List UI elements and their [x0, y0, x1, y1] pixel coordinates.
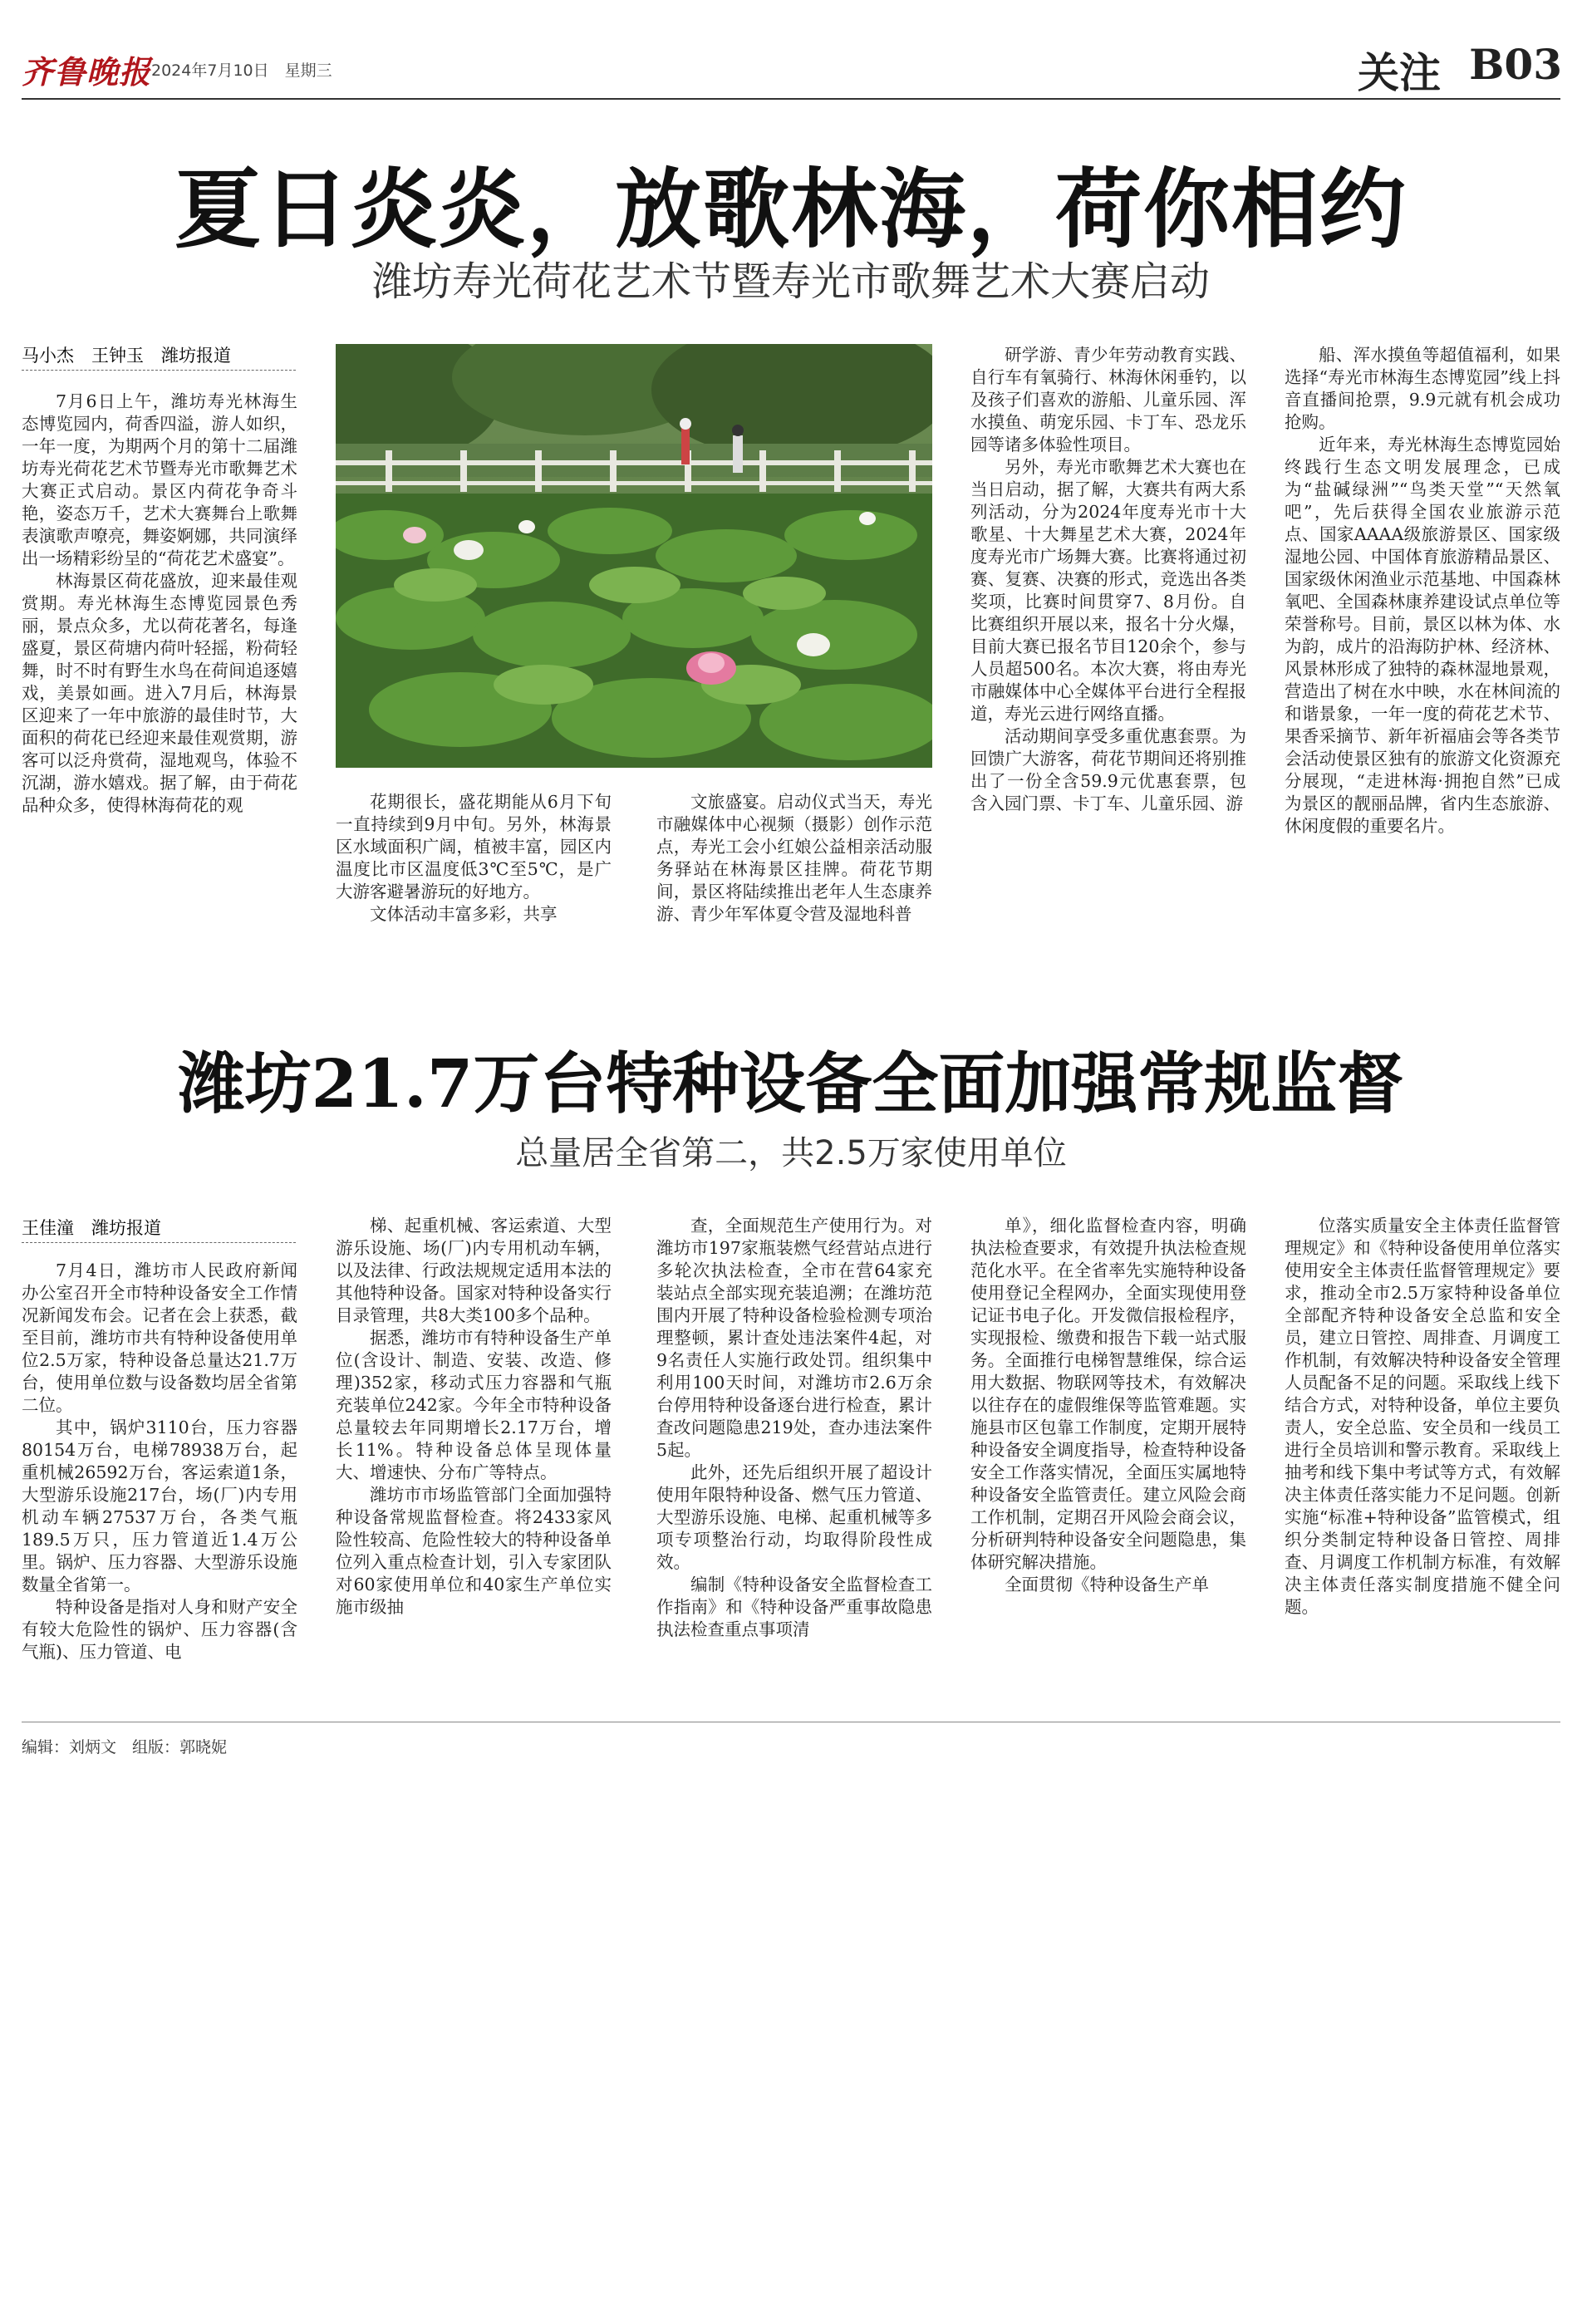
story2-column-5	[1285, 1215, 1560, 1619]
section-name: 关注	[1358, 48, 1441, 97]
paragraph: 7月6日上午，潍坊寿光林海生态博览园内，荷香四溢，游人如织，一年一度，为期两个月的第十二届潍坊寿光荷花艺术节暨寿光市歌舞艺术大赛正式启动。景区内荷花争奇斗艳，姿态万千，艺术大赛舞台上歌舞表演歌声嘹亮，舞姿婀娜，共同演绎出一场精彩纷呈的“荷花艺术盛宴”。	[22, 391, 297, 568]
paragraph: 单》，细化监督检查内容，明确执法检查要求，有效提升执法检查规范化水平。在全省率先实施特种设备使用登记全程网办，全面实现使用登记证书电子化。开发微信报检程序，实现报检、缴费和报告下载一站式服务。全面推行电梯智慧维保，综合运用大数据、物联网等技术，有效解决以往存在的虚假维保等监管难题。实施县市区包靠工作制度，定期开展特种设备安全调度指导，检查特种设备安全工作落实情况，全面压实属地特种设备安全监管责任。建立风险会商工作机制，定期召开风险会商会议，分析研判特种设备安全问题隐患，集体研究解决措施。	[970, 1216, 1246, 1572]
paragraph: 位落实质量安全主体责任监督管理规定》和《特种设备使用单位落实使用安全主体责任监督管理规定》要求，推动全市2.5万家特种设备单位全部配齐特种设备安全总监和安全员，建立日管控、周排查、月调度工作机制，有效解决特种设备安全管理人员配备不足的问题。采取线上线下结合方式，对特种设备，单位主要负责人，安全总监、安全员和一线员工进行全员培训和警示教育。采取线上抽考和线下集中考试等方式，有效解决主体责任落实能力不足问题。创新实施“标准+特种设备”监管模式，组织分类制定特种设备日管控、周排查、月调度工作机制方标准，有效解决主体责任落实制度措施不健全问题。	[1285, 1216, 1560, 1617]
story1-column-5	[1285, 344, 1560, 838]
paragraph: 此外，还先后组织开展了超设计使用年限特种设备、燃气压力管道、大型游乐设施、电梯、起重机械等多项专项整治行动，均取得阶段性成效。	[656, 1462, 932, 1572]
story2-subhead: 总量居全省第二，共2.5万家使用单位	[515, 1134, 1067, 1172]
paragraph: 近年来，寿光林海生态博览园始终践行生态文明发展理念，已成为“盐碱绿洲”“鸟类天堂”“天然氧吧”，先后获得全国农业旅游示范点、国家AAAA级旅游景区、国家级湿地公园、中国体育旅游精品景区、国家级休闲渔业示范基地、中国森林氧吧、全国森林康养建设试点单位等荣誉称号。目前，景区以林为体、水为韵，成片的沿海防护林、经济林、风景林形成了独特的森林湿地景观，营造出了树在水中映，水在林间流的和谐景象，一年一度的荷花艺术节、果香采摘节、新年祈福庙会等各类节会活动使景区独有的旅游文化资源充分展现，“走进林海·拥抱自然”已成为景区的靓丽品牌，省内生态旅游、休闲度假的重要名片。	[1285, 435, 1560, 836]
paragraph: 文旅盛宴。启动仪式当天，寿光市融媒体中心视频（摄影）创作示范点，寿光工会小红娘公益相亲活动服务驿站在林海景区挂牌。荷花节期间，景区将陆续推出老年人生态康养游、青少年军体夏令营及湿地科普	[656, 792, 932, 924]
byline-rule	[22, 1241, 296, 1243]
story1-column-2	[336, 791, 612, 926]
paragraph: 特种设备是指对人身和财产安全有较大危险性的锅炉、压力容器(含气瓶)、压力管道、电	[22, 1597, 297, 1662]
paragraph: 船、浑水摸鱼等超值福利，如果选择“寿光市林海生态博览园”线上抖音直播间抢票，9.9元就有机会成功抢购。	[1285, 345, 1560, 432]
story1-byline: 马小杰 王钟玉 潍坊报道	[22, 346, 231, 366]
story2-column-1	[22, 1260, 297, 1663]
story1-column-1	[22, 391, 297, 817]
story2-column-3	[656, 1215, 932, 1641]
paragraph: 潍坊市市场监管部门全面加强特种设备常规监督检查。将2433家风险性较高、危险性较大的特种设备单位列入重点检查计划，引入专家团队对60家使用单位和40家生产单位实施市级抽	[336, 1485, 612, 1617]
paragraph: 7月4日，潍坊市人民政府新闻办公室召开全市特种设备安全工作情况新闻发布会。记者在会上获悉，截至目前，潍坊市共有特种设备使用单位2.5万家，特种设备总量达21.7万台，使用单位数与设备数均居全省第二位。	[22, 1260, 297, 1415]
story1-subhead: 潍坊寿光荷花艺术节暨寿光市歌舞艺术大赛启动	[371, 258, 1210, 305]
story1-column-3	[656, 791, 932, 926]
paragraph: 查，全面规范生产使用行为。对潍坊市197家瓶装燃气经营站点进行多轮次执法检查，全市在营64家充装站点全部实现充装追溯；在潍坊范围内开展了特种设备检验检测专项治理整顿，累计查处违法案件4起，对9名责任人实施行政处罚。组织集中利用100天时间，对潍坊市2.6万余台停用特种设备逐台进行检查，累计查改问题隐患219处，查办违法案件5起。	[656, 1216, 932, 1460]
issue-date: 2024年7月10日 星期三	[151, 61, 332, 80]
paragraph: 文体活动丰富多彩，共享	[370, 904, 558, 924]
editor-credit: 编辑：刘炳文 组版：郭晓妮	[22, 1738, 228, 1757]
paragraph: 编制《特种设备安全监督检查工作指南》和《特种设备严重事故隐患执法检查重点事项清	[656, 1575, 932, 1639]
paragraph: 活动期间享受多重优惠套票。为回馈广大游客，荷花节期间还将别推出了一份全含59.9元优惠套票，包含入园门票、卡丁车、儿童乐园、游	[970, 726, 1246, 813]
lotus-pond-photo	[336, 344, 932, 768]
masthead-rule	[22, 98, 1560, 100]
story1-column-4	[970, 344, 1246, 815]
paragraph: 林海景区荷花盛放，迎来最佳观赏期。寿光林海生态博览园景色秀丽，景点众多，尤以荷花著名，每逢盛夏，景区荷塘内荷叶轻摇，粉荷轻舞，时不时有野生水鸟在荷间追逐嬉戏，美景如画。进入7月后，林海景区迎来了一年中旅游的最佳时节，大面积的荷花已经迎来最佳观赏期，游客可以泛舟赏荷，湿地观鸟，体验不沉湖，游水嬉戏。据了解，由于荷花品种众多，使得林海荷花的观	[22, 571, 297, 815]
paragraph: 另外，寿光市歌舞艺术大赛也在当日启动，据了解，大赛共有两大系列活动，分为2024年度寿光市十大歌星、十大舞星艺术大赛，2024年度寿光市广场舞大赛。比赛将通过初赛、复赛、决赛的形式，竞选出各类奖项，比赛时间贯穿7、8月份。自比赛组织开展以来，报名十分火爆，目前大赛已报名节目120余个，参与人员超500名。本次大赛，将由寿光市融媒体中心全媒体平台进行全程报道，寿光云进行网络直播。	[970, 457, 1246, 724]
story2-column-2	[336, 1215, 612, 1619]
story2-byline: 王佳潼 潍坊报道	[22, 1218, 161, 1238]
paragraph: 其中，锅炉3110台，压力容器80154万台，电梯78938万台，起重机械26592万台，客运索道1条，大型游乐设施217台，场(厂)内专用机动车辆27537万台，各类气瓶189.5万只，压力管道近1.4万公里。锅炉、压力容器、大型游乐设施数量全省第一。	[22, 1417, 297, 1594]
paragraph: 全面贯彻《特种设备生产单	[1005, 1575, 1209, 1594]
paragraph: 梯、起重机械、客运索道、大型游乐设施、场(厂)内专用机动车辆，以及法律、行政法规规定适用本法的其他特种设备。国家对特种设备实行目录管理，共8大类100多个品种。	[336, 1216, 612, 1325]
newspaper-logo: 齐鲁晚报	[22, 53, 152, 91]
paragraph: 据悉，潍坊市有特种设备生产单位(含设计、制造、安装、改造、修理)352家，移动式压力容器和气瓶充装单位242家。今年全市特种设备总量较去年同期增长2.17万台，增长11%。特种设备总体呈现体量大、增速快、分布广等特点。	[336, 1328, 612, 1482]
story1-headline: 夏日炎炎，放歌林海，荷你相约	[174, 158, 1408, 260]
story2-column-4	[970, 1215, 1246, 1596]
story2-headline: 潍坊21.7万台特种设备全面加强常规监督	[178, 1044, 1404, 1123]
paragraph: 研学游、青少年劳动教育实践、自行车有氧骑行、林海休闲垂钓，以及孩子们喜欢的游船、儿童乐园、浑水摸鱼、萌宠乐园、卡丁车、恐龙乐园等诸多体验性项目。	[970, 345, 1246, 454]
page-number: B03	[1469, 40, 1562, 89]
paragraph: 花期很长，盛花期能从6月下旬一直持续到9月中旬。另外，林海景区水域面积广阔，植被丰富，园区内温度比市区温度低3℃至5℃，是广大游客避暑游玩的好地方。	[336, 792, 612, 902]
byline-rule	[22, 369, 296, 371]
